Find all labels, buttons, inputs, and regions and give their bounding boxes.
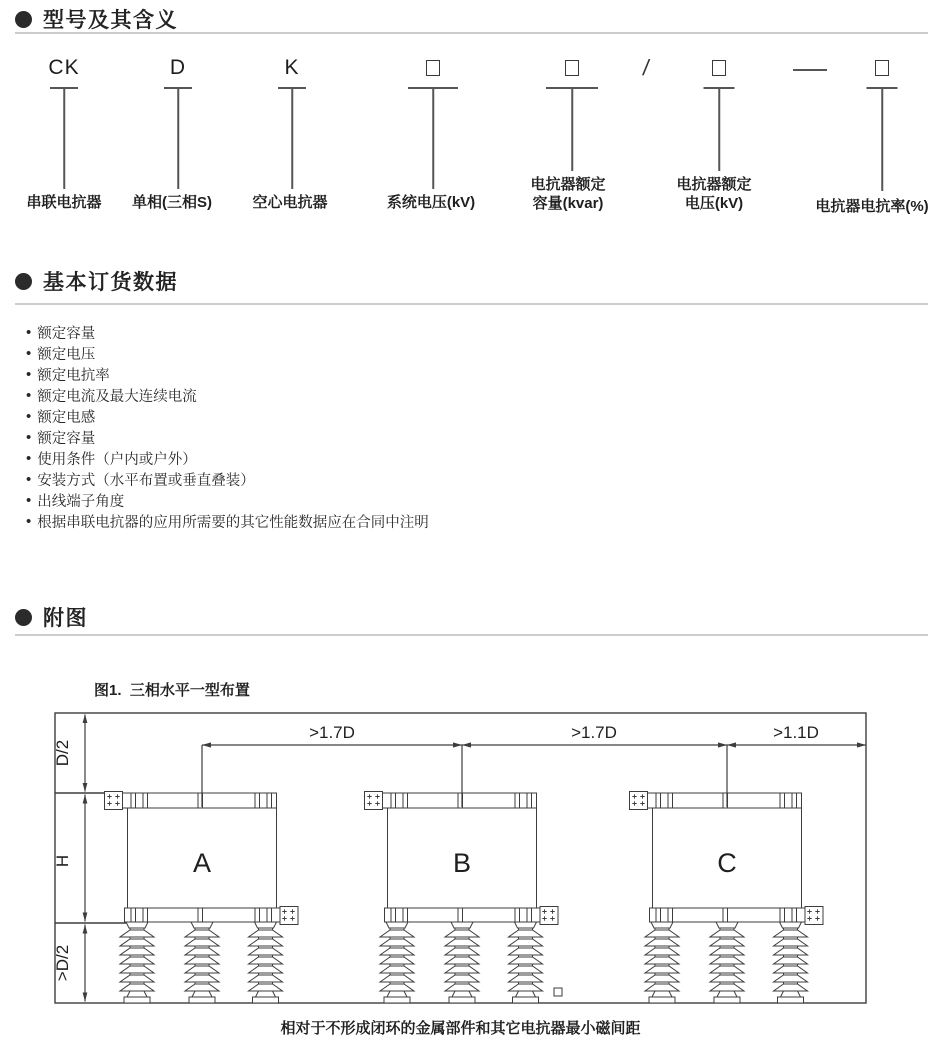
model-separator-dash xyxy=(793,69,827,71)
model-leader-line xyxy=(571,89,573,171)
dim-label-ab: >1.7D xyxy=(309,723,355,742)
model-separator-slash: / xyxy=(641,55,651,80)
list-item-text: 额定电压 xyxy=(37,347,96,363)
dim-label-h: H xyxy=(53,854,72,868)
list-item-text: 额定容量 xyxy=(37,326,96,342)
model-leader-line xyxy=(63,89,65,189)
model-symbol-k: K xyxy=(284,56,300,79)
list-item xyxy=(26,427,429,448)
dim-label-c-edge: >1.1D xyxy=(773,723,819,742)
model-leader-line xyxy=(291,89,293,189)
model-box-symbol xyxy=(712,60,726,76)
section-bullet-icon xyxy=(15,273,32,290)
reactor-a xyxy=(105,792,299,1004)
bullet-icon: • xyxy=(26,387,32,404)
list-item xyxy=(26,364,429,385)
section-title: 型号及其含义 xyxy=(43,9,178,32)
list-item xyxy=(26,448,429,469)
section-rule xyxy=(15,634,928,636)
ordering-data-list xyxy=(26,322,429,532)
list-item-text: 出线端子角度 xyxy=(37,494,125,510)
bullet-icon: • xyxy=(26,408,32,425)
bullet-icon: • xyxy=(26,492,32,509)
model-leader-line xyxy=(718,89,720,171)
label-line: 容量(kvar) xyxy=(532,195,604,212)
list-item xyxy=(26,385,429,406)
model-leader-line xyxy=(177,89,179,189)
list-item xyxy=(26,511,429,532)
section-header-ordering xyxy=(15,266,178,296)
model-box-symbol xyxy=(565,60,579,76)
section-title: 基本订货数据 xyxy=(43,271,178,294)
model-label-rated-voltage xyxy=(676,175,751,213)
dim-label-gt-d2: >D/2 xyxy=(53,944,72,982)
section-bullet-icon xyxy=(15,609,32,626)
model-label-phase: 单相(三相S) xyxy=(132,194,212,211)
model-label-series-reactor: 串联电抗器 xyxy=(26,194,102,211)
model-label-system-voltage: 系统电压(kV) xyxy=(386,194,476,211)
section-header-figure xyxy=(15,602,88,632)
bullet-icon: • xyxy=(26,345,32,362)
model-leader-line xyxy=(881,89,883,191)
list-item-text: 额定电抗率 xyxy=(37,368,110,384)
model-leader-line xyxy=(432,89,434,189)
model-symbol-d: D xyxy=(169,56,187,79)
reactor-letter-c: C xyxy=(717,848,737,878)
model-symbol-ck: CK xyxy=(48,56,80,79)
list-item-text: 安装方式（水平布置或垂直叠装） xyxy=(37,473,255,489)
model-box-symbol xyxy=(426,60,440,76)
reactor-letter-a: A xyxy=(192,848,212,878)
section-title: 附图 xyxy=(43,607,88,630)
reactor-letter-b: B xyxy=(452,848,472,878)
bullet-icon: • xyxy=(26,450,32,467)
list-item xyxy=(26,469,429,490)
label-line: 电抗器额定 xyxy=(530,176,606,193)
bullet-icon: • xyxy=(26,324,32,341)
model-label-reactance-rate: 电抗器电抗率(%) xyxy=(815,198,929,215)
dim-label-d2: D/2 xyxy=(53,739,72,767)
list-item xyxy=(26,322,429,343)
list-item-text: 使用条件（户内或户外） xyxy=(37,452,197,468)
list-item xyxy=(26,343,429,364)
dim-label-bc: >1.7D xyxy=(571,723,617,742)
figure-number-label: 图1. 三相水平一型布置 xyxy=(94,682,250,699)
label-line: 电压(kV) xyxy=(684,195,744,212)
bullet-icon: • xyxy=(26,513,32,530)
section-rule xyxy=(15,303,928,305)
reactor-b xyxy=(365,792,559,1004)
list-item xyxy=(26,490,429,511)
reactor-c xyxy=(630,792,824,1004)
model-label-air-core: 空心电抗器 xyxy=(252,194,328,211)
model-box-symbol xyxy=(875,60,889,76)
list-item-text: 额定容量 xyxy=(37,431,96,447)
list-item-text: 额定电感 xyxy=(37,410,96,426)
list-item-text: 额定电流及最大连续电流 xyxy=(37,389,197,405)
small-square-mark xyxy=(554,988,562,996)
list-item xyxy=(26,406,429,427)
figure-footnote: 相对于不形成闭环的金属部件和其它电抗器最小磁间距 xyxy=(280,1020,641,1037)
bullet-icon: • xyxy=(26,366,32,383)
model-label-rated-capacity xyxy=(530,175,605,213)
figure-drawing xyxy=(0,690,950,1020)
label-line: 电抗器额定 xyxy=(676,176,752,193)
model-designation-diagram xyxy=(0,0,950,230)
bullet-icon: • xyxy=(26,471,32,488)
list-item-text: 根据串联电抗器的应用所需要的其它性能数据应在合同中注明 xyxy=(37,515,429,531)
bullet-icon: • xyxy=(26,429,32,446)
